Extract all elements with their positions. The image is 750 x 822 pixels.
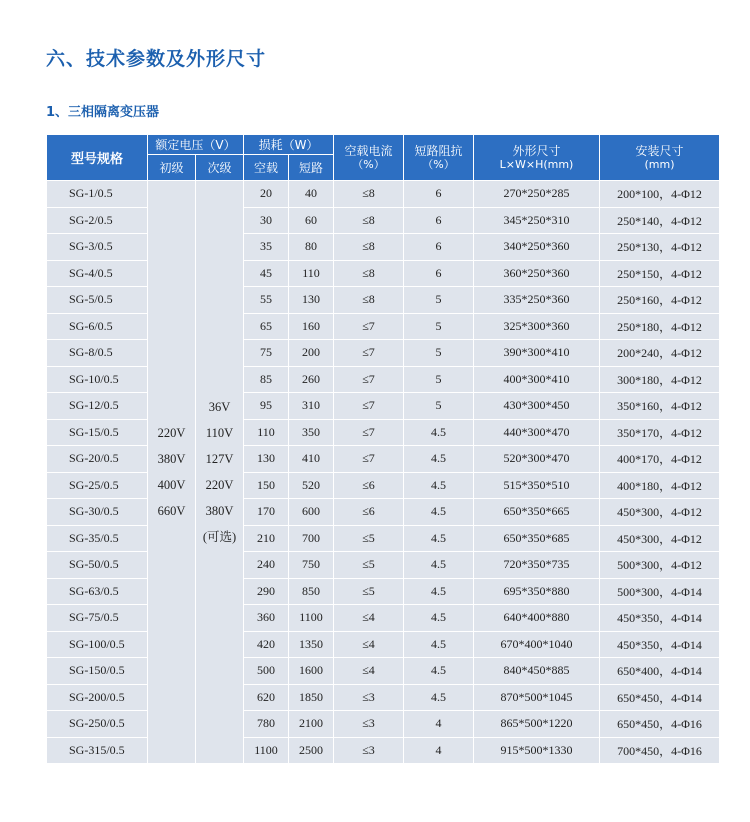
mounting-cell: 450*300，4-Φ12: [600, 525, 720, 552]
mounting-cell: 500*300，4-Φ12: [600, 552, 720, 579]
no-load-loss-cell: 290: [244, 578, 289, 605]
model-cell: SG-100/0.5: [47, 631, 148, 658]
dimensions-cell: 720*350*735: [474, 552, 600, 579]
no-load-current-cell: ≤8: [334, 260, 404, 287]
dimensions-cell: 325*300*360: [474, 313, 600, 340]
table-row: [47, 313, 720, 340]
no-load-current-cell: ≤8: [334, 234, 404, 261]
header-secondary: 次级: [196, 155, 244, 181]
table-row: [47, 393, 720, 420]
dimensions-cell: 670*400*1040: [474, 631, 600, 658]
model-cell: SG-8/0.5: [47, 340, 148, 367]
no-load-loss-cell: 20: [244, 181, 289, 208]
impedance-cell: 4.5: [404, 499, 474, 526]
no-load-loss-cell: 780: [244, 711, 289, 738]
table-header: [47, 135, 720, 181]
no-load-current-cell: ≤3: [334, 684, 404, 711]
model-cell: SG-5/0.5: [47, 287, 148, 314]
table-body: [47, 181, 720, 764]
mounting-cell: 700*450，4-Φ16: [600, 737, 720, 764]
impedance-cell: 4.5: [404, 578, 474, 605]
mounting-cell: 400*170，4-Φ12: [600, 446, 720, 473]
mounting-cell: 350*160，4-Φ12: [600, 393, 720, 420]
dimensions-cell: 440*300*470: [474, 419, 600, 446]
no-load-current-cell: ≤6: [334, 499, 404, 526]
mounting-cell: 500*300，4-Φ14: [600, 578, 720, 605]
dimensions-cell: 360*250*360: [474, 260, 600, 287]
no-load-current-cell: ≤5: [334, 578, 404, 605]
no-load-current-cell: ≤4: [334, 658, 404, 685]
no-load-loss-cell: 210: [244, 525, 289, 552]
model-cell: SG-4/0.5: [47, 260, 148, 287]
header-dimensions-unit: L×W×H(mm): [499, 157, 574, 171]
table-row: [47, 472, 720, 499]
table-row: [47, 552, 720, 579]
dimensions-cell: 430*300*450: [474, 393, 600, 420]
short-circuit-loss-cell: 260: [289, 366, 334, 393]
header-loss: 损耗（W）: [244, 135, 334, 155]
header-sc-impedance-unit: （%）: [422, 157, 455, 171]
model-cell: SG-10/0.5: [47, 366, 148, 393]
model-cell: SG-50/0.5: [47, 552, 148, 579]
secondary-voltage-cell: [196, 181, 244, 764]
no-load-current-cell: ≤7: [334, 393, 404, 420]
header-mounting-label: 安装尺寸: [635, 143, 684, 158]
dimensions-cell: 650*350*665: [474, 499, 600, 526]
header-no-load-current-label: 空载电流: [344, 143, 393, 158]
table-row: [47, 234, 720, 261]
secondary-voltage-option: (可选): [202, 530, 237, 544]
table-row: [47, 446, 720, 473]
dimensions-cell: 400*300*410: [474, 366, 600, 393]
model-cell: SG-30/0.5: [47, 499, 148, 526]
dimensions-cell: 695*350*880: [474, 578, 600, 605]
impedance-cell: 5: [404, 366, 474, 393]
no-load-current-cell: ≤7: [334, 446, 404, 473]
mounting-cell: 650*450，4-Φ14: [600, 684, 720, 711]
no-load-current-cell: ≤8: [334, 181, 404, 208]
secondary-voltage-option: 110V: [205, 426, 234, 440]
model-cell: SG-6/0.5: [47, 313, 148, 340]
short-circuit-loss-cell: 1850: [289, 684, 334, 711]
no-load-loss-cell: 420: [244, 631, 289, 658]
table-row: [47, 181, 720, 208]
impedance-cell: 4.5: [404, 419, 474, 446]
mounting-cell: 250*150，4-Φ12: [600, 260, 720, 287]
no-load-current-cell: ≤4: [334, 631, 404, 658]
model-cell: SG-200/0.5: [47, 684, 148, 711]
no-load-loss-cell: 75: [244, 340, 289, 367]
dimensions-cell: 515*350*510: [474, 472, 600, 499]
dimensions-cell: 840*450*885: [474, 658, 600, 685]
header-mounting-unit: (mm): [644, 157, 675, 171]
no-load-current-cell: ≤3: [334, 737, 404, 764]
model-cell: SG-3/0.5: [47, 234, 148, 261]
short-circuit-loss-cell: 350: [289, 419, 334, 446]
primary-voltage-option: 400V: [157, 478, 186, 492]
short-circuit-loss-cell: 700: [289, 525, 334, 552]
mounting-cell: 250*140，4-Φ12: [600, 207, 720, 234]
short-circuit-loss-cell: 1100: [289, 605, 334, 632]
no-load-loss-cell: 360: [244, 605, 289, 632]
no-load-loss-cell: 170: [244, 499, 289, 526]
dimensions-cell: 340*250*360: [474, 234, 600, 261]
no-load-current-cell: ≤7: [334, 419, 404, 446]
secondary-voltage-option: 36V: [208, 400, 231, 414]
impedance-cell: 4.5: [404, 525, 474, 552]
table-row: [47, 207, 720, 234]
mounting-cell: 350*170，4-Φ12: [600, 419, 720, 446]
table-row: [47, 737, 720, 764]
impedance-cell: 4: [404, 737, 474, 764]
short-circuit-loss-cell: 410: [289, 446, 334, 473]
no-load-current-cell: ≤4: [334, 605, 404, 632]
impedance-cell: 6: [404, 207, 474, 234]
short-circuit-loss-cell: 1600: [289, 658, 334, 685]
short-circuit-loss-cell: 2500: [289, 737, 334, 764]
model-cell: SG-63/0.5: [47, 578, 148, 605]
header-rated-voltage: 额定电压（V）: [148, 135, 244, 155]
short-circuit-loss-cell: 40: [289, 181, 334, 208]
dimensions-cell: 650*350*685: [474, 525, 600, 552]
no-load-loss-cell: 150: [244, 472, 289, 499]
mounting-cell: 300*180，4-Φ12: [600, 366, 720, 393]
model-cell: SG-150/0.5: [47, 658, 148, 685]
dimensions-cell: 870*500*1045: [474, 684, 600, 711]
no-load-loss-cell: 130: [244, 446, 289, 473]
no-load-current-cell: ≤7: [334, 366, 404, 393]
impedance-cell: 6: [404, 260, 474, 287]
mounting-cell: 250*180，4-Φ12: [600, 313, 720, 340]
table-row: [47, 605, 720, 632]
table-row: [47, 631, 720, 658]
model-cell: SG-15/0.5: [47, 419, 148, 446]
short-circuit-loss-cell: 1350: [289, 631, 334, 658]
impedance-cell: 4.5: [404, 631, 474, 658]
impedance-cell: 6: [404, 181, 474, 208]
dimensions-cell: 345*250*310: [474, 207, 600, 234]
header-no-load-current-unit: （%）: [352, 157, 385, 171]
primary-voltage-option: 380V: [157, 452, 186, 466]
short-circuit-loss-cell: 2100: [289, 711, 334, 738]
impedance-cell: 4.5: [404, 446, 474, 473]
mounting-cell: 400*180，4-Φ12: [600, 472, 720, 499]
no-load-current-cell: ≤8: [334, 207, 404, 234]
short-circuit-loss-cell: 160: [289, 313, 334, 340]
no-load-current-cell: ≤8: [334, 287, 404, 314]
table-row: [47, 525, 720, 552]
table-row: [47, 711, 720, 738]
short-circuit-loss-cell: 600: [289, 499, 334, 526]
model-cell: SG-25/0.5: [47, 472, 148, 499]
header-no-load: 空载: [244, 155, 289, 181]
secondary-voltage-option: 220V: [205, 478, 234, 492]
no-load-loss-cell: 620: [244, 684, 289, 711]
table-row: [47, 340, 720, 367]
model-cell: SG-250/0.5: [47, 711, 148, 738]
table-row: [47, 260, 720, 287]
header-dimensions-label: 外形尺寸: [512, 143, 561, 158]
table-row: [47, 578, 720, 605]
table-row: [47, 658, 720, 685]
mounting-cell: 200*100，4-Φ12: [600, 181, 720, 208]
no-load-loss-cell: 240: [244, 552, 289, 579]
short-circuit-loss-cell: 520: [289, 472, 334, 499]
dimensions-cell: 915*500*1330: [474, 737, 600, 764]
primary-voltage-option: 220V: [157, 426, 186, 440]
short-circuit-loss-cell: 130: [289, 287, 334, 314]
primary-voltage-cell: [148, 181, 196, 764]
dimensions-cell: 520*300*470: [474, 446, 600, 473]
short-circuit-loss-cell: 200: [289, 340, 334, 367]
impedance-cell: 4: [404, 711, 474, 738]
mounting-cell: 250*130，4-Φ12: [600, 234, 720, 261]
spec-table: [46, 134, 720, 764]
impedance-cell: 5: [404, 393, 474, 420]
primary-voltage-option: 660V: [157, 504, 186, 518]
short-circuit-loss-cell: 80: [289, 234, 334, 261]
short-circuit-loss-cell: 850: [289, 578, 334, 605]
impedance-cell: 4.5: [404, 605, 474, 632]
header-primary: 初级: [148, 155, 196, 181]
table-row: [47, 366, 720, 393]
header-sc-impedance: [404, 135, 474, 181]
no-load-loss-cell: 95: [244, 393, 289, 420]
no-load-current-cell: ≤5: [334, 525, 404, 552]
impedance-cell: 5: [404, 313, 474, 340]
short-circuit-loss-cell: 110: [289, 260, 334, 287]
no-load-loss-cell: 110: [244, 419, 289, 446]
mounting-cell: 450*350，4-Φ14: [600, 631, 720, 658]
model-cell: SG-1/0.5: [47, 181, 148, 208]
model-cell: SG-2/0.5: [47, 207, 148, 234]
no-load-current-cell: ≤3: [334, 711, 404, 738]
mounting-cell: 450*350，4-Φ14: [600, 605, 720, 632]
header-sc-impedance-label: 短路阻抗: [414, 143, 463, 158]
mounting-cell: 450*300，4-Φ12: [600, 499, 720, 526]
table-row: [47, 419, 720, 446]
model-cell: SG-315/0.5: [47, 737, 148, 764]
no-load-current-cell: ≤7: [334, 313, 404, 340]
impedance-cell: 5: [404, 287, 474, 314]
dimensions-cell: 335*250*360: [474, 287, 600, 314]
section-title: 六、技术参数及外形尺寸: [46, 48, 267, 70]
mounting-cell: 650*450，4-Φ16: [600, 711, 720, 738]
impedance-cell: 4.5: [404, 684, 474, 711]
model-cell: SG-12/0.5: [47, 393, 148, 420]
no-load-current-cell: ≤7: [334, 340, 404, 367]
no-load-current-cell: ≤5: [334, 552, 404, 579]
header-mounting: [600, 135, 720, 181]
header-no-load-current: [334, 135, 404, 181]
mounting-cell: 200*240，4-Φ12: [600, 340, 720, 367]
model-cell: SG-20/0.5: [47, 446, 148, 473]
impedance-cell: 4.5: [404, 472, 474, 499]
impedance-cell: 4.5: [404, 658, 474, 685]
short-circuit-loss-cell: 750: [289, 552, 334, 579]
header-dimensions: [474, 135, 600, 181]
no-load-current-cell: ≤6: [334, 472, 404, 499]
model-cell: SG-35/0.5: [47, 525, 148, 552]
model-cell: SG-75/0.5: [47, 605, 148, 632]
impedance-cell: 6: [404, 234, 474, 261]
short-circuit-loss-cell: 310: [289, 393, 334, 420]
no-load-loss-cell: 65: [244, 313, 289, 340]
no-load-loss-cell: 30: [244, 207, 289, 234]
impedance-cell: 5: [404, 340, 474, 367]
dimensions-cell: 640*400*880: [474, 605, 600, 632]
dimensions-cell: 270*250*285: [474, 181, 600, 208]
no-load-loss-cell: 1100: [244, 737, 289, 764]
subsection-title: 1、三相隔离变压器: [46, 105, 160, 120]
header-short-circuit: 短路: [289, 155, 334, 181]
secondary-voltage-option: 380V: [205, 504, 234, 518]
no-load-loss-cell: 35: [244, 234, 289, 261]
no-load-loss-cell: 45: [244, 260, 289, 287]
no-load-loss-cell: 85: [244, 366, 289, 393]
mounting-cell: 250*160，4-Φ12: [600, 287, 720, 314]
mounting-cell: 650*400，4-Φ14: [600, 658, 720, 685]
no-load-loss-cell: 55: [244, 287, 289, 314]
table-row: [47, 287, 720, 314]
secondary-voltage-option: 127V: [205, 452, 234, 466]
dimensions-cell: 390*300*410: [474, 340, 600, 367]
impedance-cell: 4.5: [404, 552, 474, 579]
short-circuit-loss-cell: 60: [289, 207, 334, 234]
no-load-loss-cell: 500: [244, 658, 289, 685]
dimensions-cell: 865*500*1220: [474, 711, 600, 738]
table-row: [47, 499, 720, 526]
table-row: [47, 684, 720, 711]
header-model: 型号规格: [47, 135, 148, 181]
